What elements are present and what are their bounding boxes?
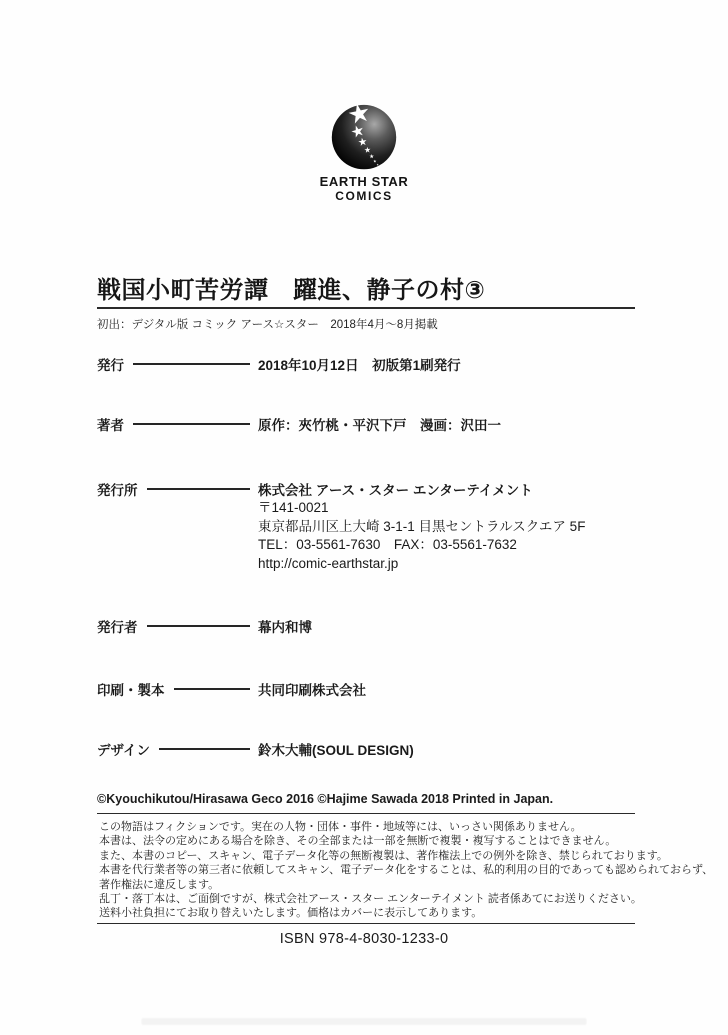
leader-line: [133, 423, 250, 425]
legal-line: 本書は、法令の定めにある場合を除き、その全部または一部を無断で複製・複写することはできません。: [99, 835, 617, 848]
row-value: 2018年10月12日 初版第1刷発行: [258, 358, 461, 373]
legal-line: 本書を代行業者等の第三者に依頼してスキャン、電子データ化をすることは、私的利用の目的であっても認められておらず、: [99, 864, 714, 877]
publisher-url: http://comic-earthstar.jp: [258, 555, 399, 571]
legal-top-divider: [97, 813, 635, 814]
legal-line: この物語はフィクションです。実在の人物・団体・事件・地域等には、いっさい関係ありません。: [99, 821, 582, 833]
leader-line: [147, 488, 251, 490]
isbn-number: ISBN 978-4-8030-1233-0: [279, 931, 449, 947]
title-divider: [97, 307, 635, 309]
leader-line: [133, 363, 250, 365]
postal-code: 〒141-0021: [258, 500, 329, 515]
legal-line: 送料小社負担にてお取り替えいたします。価格はカバーに表示してあります。: [99, 907, 483, 920]
street-address: 東京都品川区上大崎 3-1-1 目黒セントラルスクエア 5F: [258, 518, 586, 534]
row-insatsu-seihon: [97, 680, 635, 698]
earth-star-comics-logo: [284, 100, 444, 203]
row-label: 著者: [97, 418, 124, 433]
legal-notice-block: [99, 820, 714, 921]
legal-line: 乱丁・落丁本は、ご面倒ですが、株式会社アース・スター エンターテイメント 読者係あてにお送りください。: [99, 893, 642, 906]
leader-line: [174, 688, 251, 690]
isbn-divider: [97, 923, 635, 924]
row-value: 株式会社 アース・スター エンターテイメント: [258, 483, 533, 498]
page-showthrough: [142, 1018, 587, 1025]
star-sphere-icon: [329, 100, 399, 170]
logo-text-earth-star: EARTH STAR: [319, 174, 409, 189]
legal-line: 著作権法に違反します。: [99, 878, 220, 891]
logo-text-comics: COMICS: [335, 189, 393, 203]
row-hakkousha: [97, 617, 635, 635]
first-publication-note: 初出：デジタル版 コミック アース☆スター 2018年4月〜8月掲載: [97, 319, 438, 331]
row-value: 原作：夾竹桃・平沢下戸 漫画：沢田一: [258, 418, 501, 433]
tel-fax: TEL：03-5561-7630 FAX：03-5561-7632: [258, 537, 517, 552]
book-title: 戦国小町苦労譚 躍進、静子の村③: [97, 277, 486, 304]
row-label: 発行: [97, 358, 124, 373]
leader-line: [159, 748, 250, 750]
publisher-address-block: [258, 499, 638, 573]
row-value: 幕内和博: [258, 620, 312, 635]
leader-line: [147, 625, 251, 627]
copyright-line: ©Kyouchikutou/Hirasawa Geco 2016 ©Hajime Sawada 2018 Printed in Japan.: [97, 792, 554, 806]
legal-line: また、本書のコピー、スキャン、電子データ化等の無断複製は、著作権法上での例外を除き、禁じられております。: [99, 849, 668, 862]
row-chosha: [97, 415, 635, 433]
row-hakkou: [97, 355, 635, 373]
row-hakkoujo: [97, 480, 635, 498]
row-value: 鈴木大輔(SOUL DESIGN): [258, 743, 414, 758]
row-label: 印刷・製本: [97, 683, 165, 698]
row-value: 共同印刷株式会社: [258, 683, 366, 698]
row-design: [97, 740, 635, 758]
row-label: デザイン: [97, 743, 151, 758]
row-label: 発行者: [97, 620, 138, 635]
row-label: 発行所: [97, 483, 138, 498]
